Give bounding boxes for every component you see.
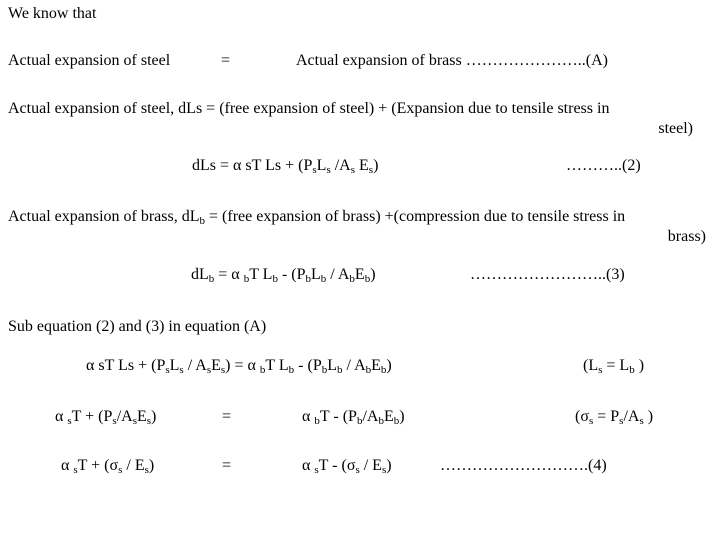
substitution-text: Sub equation (2) and (3) in equation (A) [8,318,267,335]
equation-2: dLs = α sT $Ls + (P_sL_s$ $/A_s$ $E_s$) [192,157,379,176]
final-equation-rhs: α $_sT - (\sigma_s / E_s)$ [302,457,392,476]
stress-condition: ($\sigma_s = P_s/A_s$ ) [575,408,654,427]
final-equation-lhs: α $_sT + (\sigma_s / E_s)$ [61,457,155,476]
equation-4-tag: ……………………….(4) [440,457,607,474]
intro-text: We know that [8,5,97,22]
final-equation-equals: = [222,457,232,474]
combined-equation: α sT $Ls + (P_sL_s / A_sE_s) = \alpha$ $_b$T $L_b - (P_bL_b / A_bE_b)$ [86,357,392,376]
steel-expansion-definition-wrap: steel) [658,120,693,137]
equation-3-tag: ……………………..(3) [470,266,625,283]
equation-3: $dL_b = \alpha$ $_b$T $L_b - (P_bL_b / A_bE_b)$ [191,266,376,285]
brass-expansion-definition-wrap: brass) [667,228,706,245]
steel-expansion-label: Actual expansion of steel [8,52,171,69]
brass-expansion-equation-a: Actual expansion of brass …………………..(A) [296,52,608,69]
equation-2-tag: ………..(2) [566,157,641,174]
simplified-equation-lhs: α $_sT + (P_s/A_sE_s)$ [55,408,157,427]
steel-expansion-definition: Actual expansion of steel, dLs = (free expansion of steel) + (Expansion due to tensile stress in [8,100,610,117]
simplified-equation-equals: = [222,408,232,425]
brass-expansion-definition: Actual expansion of brass, $dL_b$ = (free expansion of brass) +(compression due to tensile stress in [8,208,626,227]
equals-sign: = [221,52,231,69]
simplified-equation-rhs: α $_bT - (P_b/A_bE_b)$ [302,408,405,427]
length-condition: ($L_s = L_b$ ) [583,357,645,376]
